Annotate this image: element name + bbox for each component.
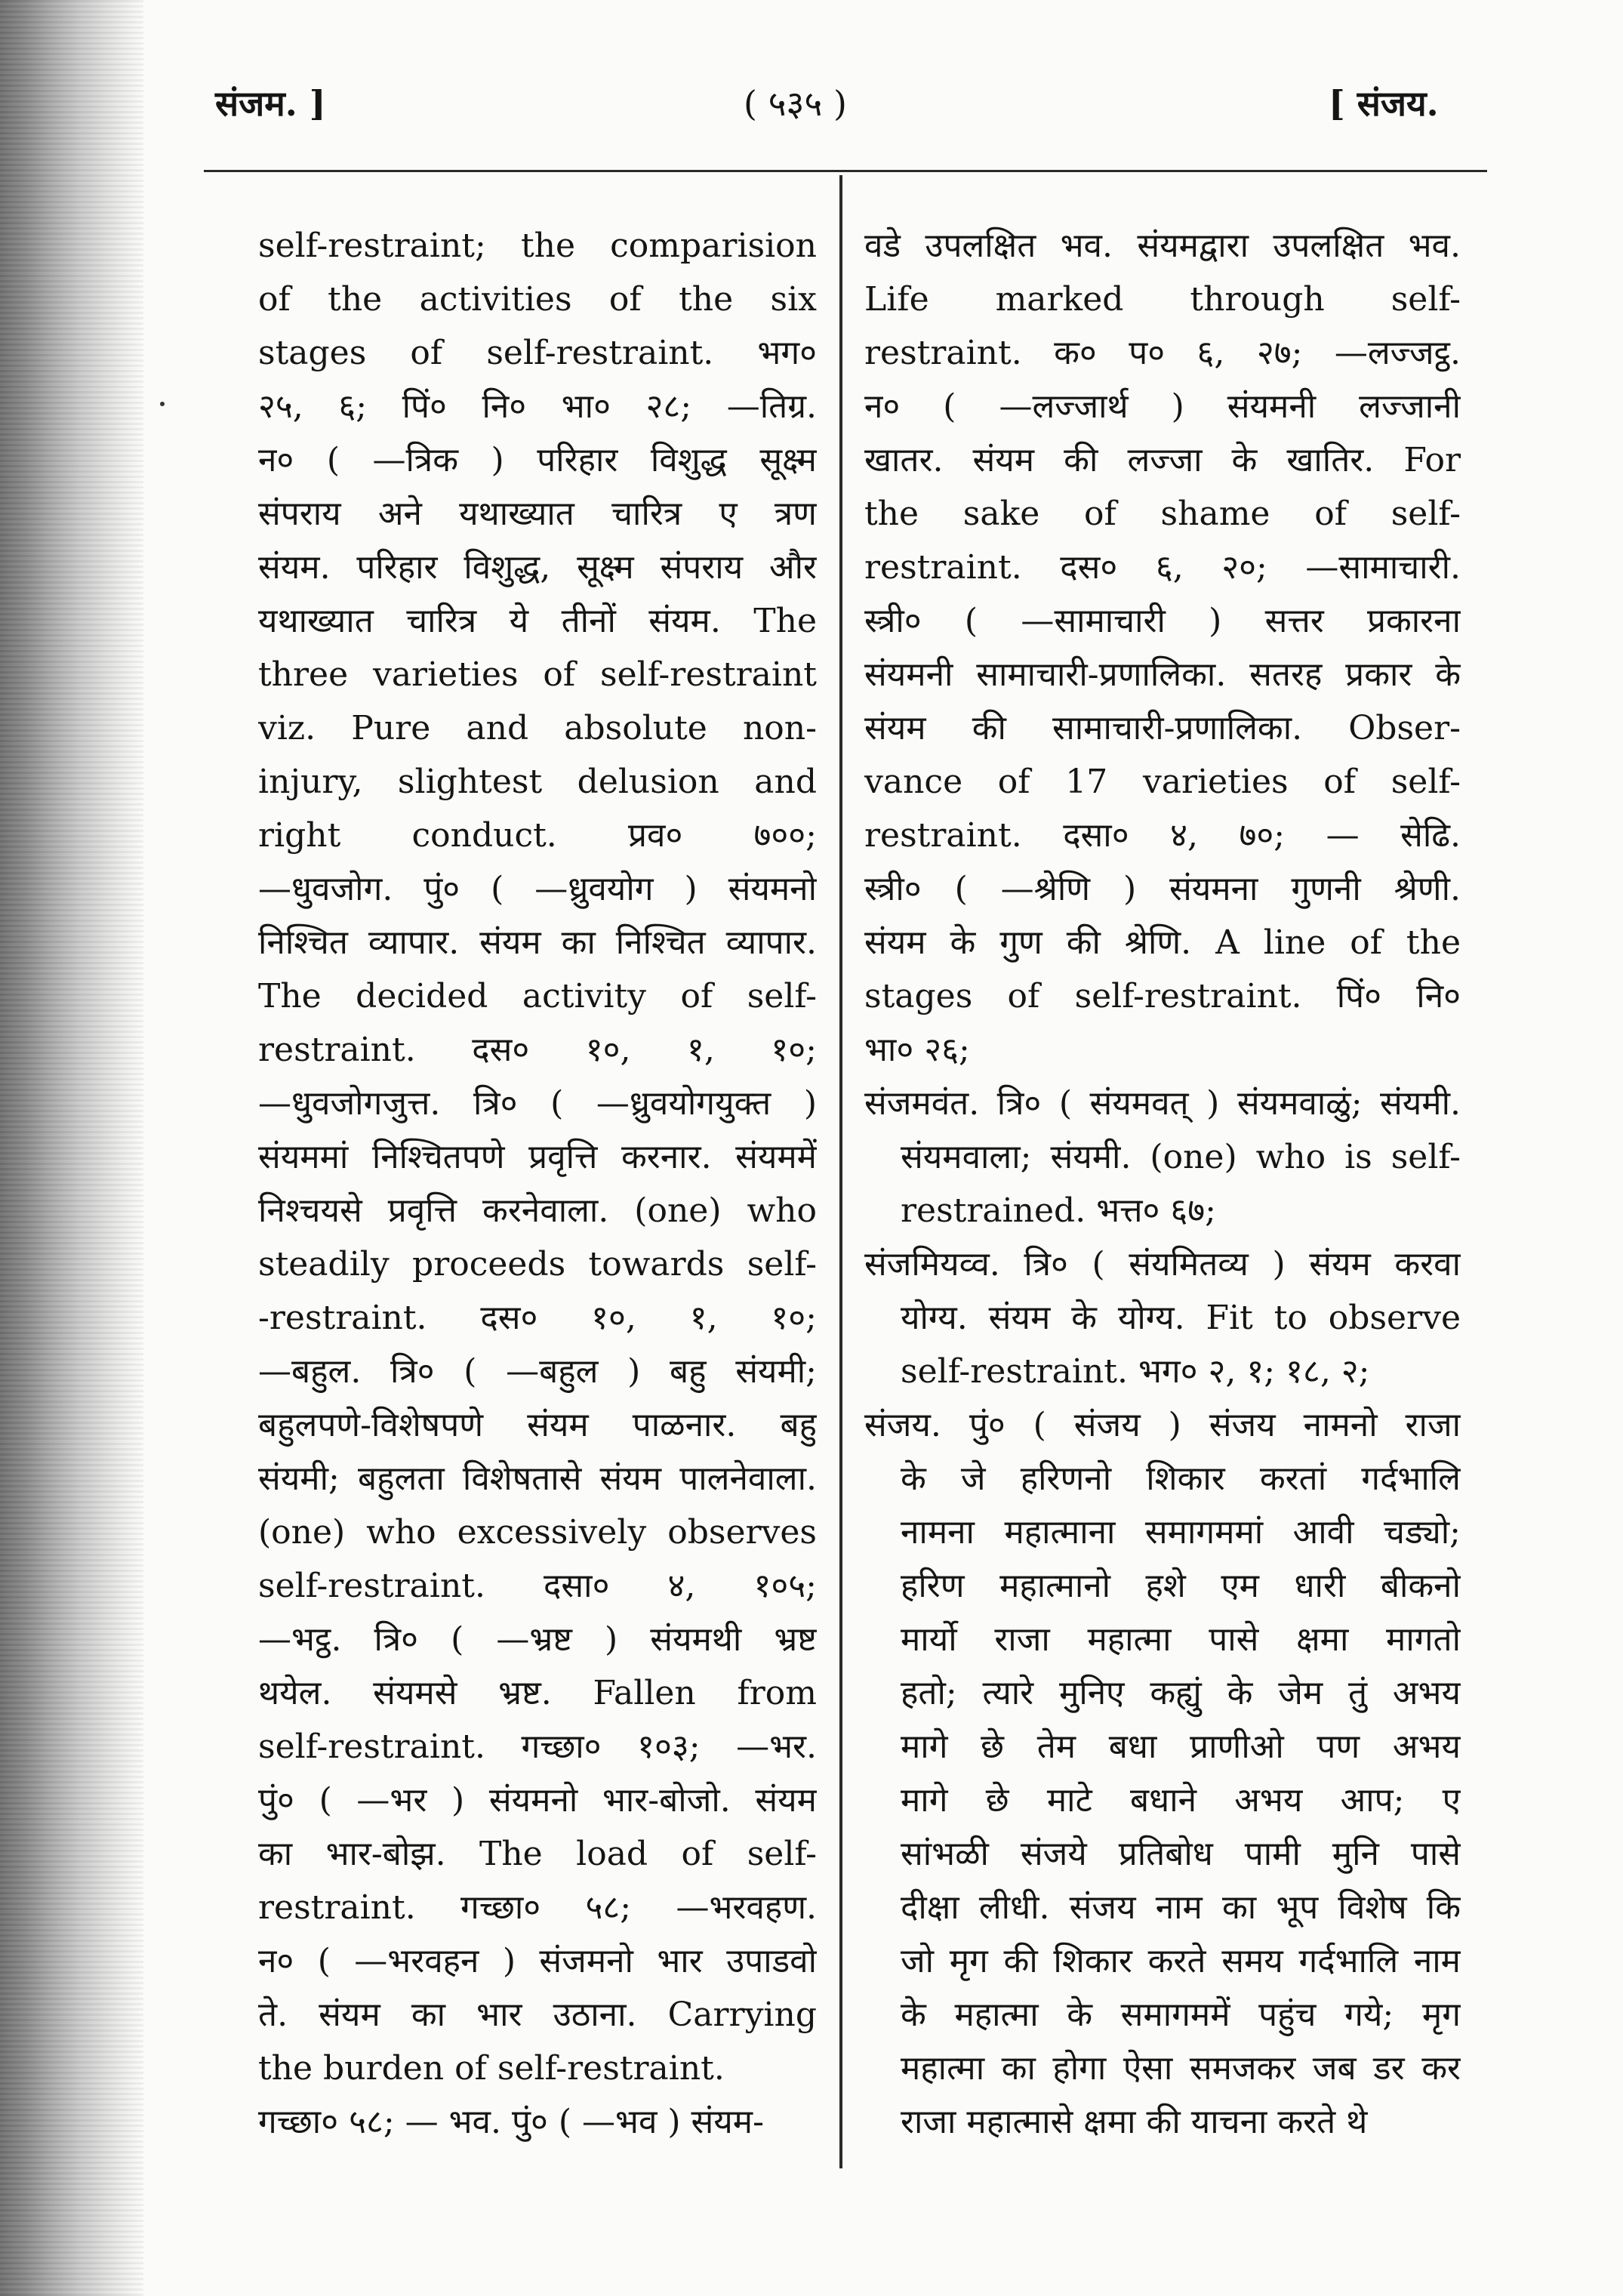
text-line: थयेल. संयमसे भ्रष्ट. Fallen from [258,1674,817,1712]
text-line: न० ( —भरवहन ) संजमनो भार उपाडवो [258,1942,817,1980]
text-line: self-restraint. भग० २, १; १८, २; [901,1352,1370,1391]
column-divider [839,175,842,2168]
text-line: संयमवाला; संयमी. (one) who is self- [901,1138,1461,1176]
text-line: सांभळी संजये प्रतिबोध पामी मुनि पासे [901,1835,1461,1873]
text-line: —भट्ठ. त्रि० ( —भ्रष्ट ) संयमथी भ्रष्ट [258,1620,817,1659]
text-line: संजमवंत. त्रि० ( संयमवत् ) संयमवाळुं; संयमी. [864,1084,1461,1123]
text-line: का भार-बोझ. The load of self- [258,1835,817,1873]
text-line: restraint. दसा० ४, ७०; — सेढि. [864,816,1461,855]
text-line: stages of self-restraint. भग० [258,334,817,372]
text-line: right conduct. प्रव० ७००; [258,816,817,855]
text-line: of the activities of the six [258,280,817,319]
text-line: यथाख्यात चारित्र ये तीनों संयम. The [258,602,817,640]
text-line: स्त्री० ( —श्रेणि ) संयमना गुणनी श्रेणी. [864,870,1461,908]
text-line: three varieties of self-restraint [258,655,817,694]
text-line: हतो; त्यारे मुनिए कह्युं के जेम तुं अभय [901,1674,1461,1712]
text-line: दीक्षा लीधी. संजय नाम का भूप विशेष कि [901,1888,1461,1927]
text-line: नामना महात्माना समागममां आवी चड्यो; [901,1513,1461,1552]
text-line: मागे छे तेम बधा प्राणीओ पण अभय [901,1727,1461,1766]
text-line: संयमनी सामाचारी-प्रणालिका. सतरह प्रकार के [864,655,1461,694]
text-line: संयम की सामाचारी-प्रणालिका. Obser- [864,709,1461,747]
left-column [258,219,817,2149]
text-line: —धुवजोग. पुं० ( —ध्रुवयोग ) संयमनो [258,870,817,908]
text-line: —बहुल. त्रि० ( —बहुल ) बहु संयमी; [258,1352,817,1391]
text-line: —धुवजोगजुत्त. त्रि० ( —ध्रुवयोगयुक्त ) [258,1084,817,1123]
page-number: ( ५३५ ) [744,83,847,124]
text-line: संजय. पुं० ( संजय ) संजय नामनो राजा [864,1406,1461,1444]
text-line: बहुलपणे-विशेषपणे संयम पाळनार. बहु [258,1406,817,1444]
text-line: खातर. संयम की लज्जा के खातिर. For [864,441,1461,479]
book-binding-shadow [0,0,143,2296]
text-line: न० ( —लज्जार्थ ) संयमनी लज्जानी [864,387,1461,426]
text-line: संयममां निश्चितपणे प्रवृत्ति करनार. संयममें [258,1138,817,1176]
text-line: के महात्मा के समागममें पहुंच गये; मृग [901,1996,1461,2034]
print-speck [160,402,165,406]
text-line: संजमियव्व. त्रि० ( संयमितव्य ) संयम करवा [864,1245,1461,1284]
text-line: २५, ६; पिं० नि० भा० २८; —तिग्र. [258,387,817,426]
text-line: the burden of self-restraint. [258,2049,725,2088]
right-column [864,219,1461,2149]
text-line: self-restraint; the comparision [258,227,817,265]
text-line: (one) who excessively observes [258,1513,817,1552]
text-line: मार्यो राजा महात्मा पासे क्षमा मागतो [901,1620,1461,1659]
text-line: -restraint. दस० १०, १, १०; [258,1299,817,1337]
text-line: viz. Pure and absolute non- [258,709,817,747]
text-line: महात्मा का होगा ऐसा समजकर जब डर कर [901,2049,1461,2088]
text-line: निश्चयसे प्रवृत्ति करनेवाला. (one) who [258,1191,817,1230]
header-left-guideword: संजम. ] [215,83,326,124]
text-line: संयम के गुण की श्रेणि. A line of the [864,923,1461,962]
text-line: stages of self-restraint. पिं० नि० [864,977,1461,1015]
text-line: restraint. क० प० ६, २७; —लज्जट्ठ. [864,334,1461,372]
text-line: के जे हरिणनो शिकार करतां गर्दभालि [901,1459,1461,1498]
text-line: vance of 17 varieties of self- [864,763,1461,801]
text-line: Life marked through self- [864,280,1461,319]
text-line: ते. संयम का भार उठाना. Carrying [258,1996,817,2034]
text-line: जो मृग की शिकार करते समय गर्दभालि नाम [901,1942,1461,1980]
text-line: संयम. परिहार विशुद्ध, सूक्ष्म संपराय और [258,548,817,587]
text-line: वडे उपलक्षित भव. संयमद्वारा उपलक्षित भव. [864,227,1461,265]
text-line: हरिण महात्मानो हशे एम धारी बीकनो [901,1567,1461,1605]
text-line: पुं० ( —भर ) संयमनो भार-बोजो. संयम [258,1781,817,1820]
text-line: राजा महात्मासे क्षमा की याचना करते थे [901,2103,1368,2141]
text-line: restrained. भत्त० ६७; [901,1191,1216,1230]
text-line: मागे छे माटे बधाने अभय आप; ए [901,1781,1461,1820]
text-line: the sake of shame of self- [864,495,1461,533]
text-line: निश्चित व्यापार. संयम का निश्चित व्यापार. [258,923,817,962]
text-line: restraint. दस० ६, २०; —सामाचारी. [864,548,1461,587]
text-line: स्त्री० ( —सामाचारी ) सत्तर प्रकारना [864,602,1461,640]
text-line: न० ( —त्रिक ) परिहार विशुद्ध सूक्ष्म [258,441,817,479]
text-line: injury, slightest delusion and [258,763,817,801]
text-line: संयमी; बहुलता विशेषतासे संयम पालनेवाला. [258,1459,817,1498]
text-line: restraint. गच्छा० ५८; —भरवहण. [258,1888,817,1927]
text-line: self-restraint. दसा० ४, १०५; [258,1567,817,1605]
text-line: restraint. दस० १०, १, १०; [258,1031,817,1069]
header-rule [204,170,1487,172]
header-right-guideword: [ संजय. [1329,83,1439,124]
text-line: steadily proceeds towards self- [258,1245,817,1284]
text-line: गच्छा० ५८; — भव. पुं० ( —भव ) संयम- [258,2103,764,2141]
text-line: self-restraint. गच्छा० १०३; —भर. [258,1727,817,1766]
text-line: संपराय अने यथाख्यात चारित्र ए त्रण [258,495,817,533]
text-line: भा० २६; [864,1031,970,1069]
text-line: The decided activity of self- [258,977,817,1015]
text-line: योग्य. संयम के योग्य. Fit to observe [901,1299,1461,1337]
